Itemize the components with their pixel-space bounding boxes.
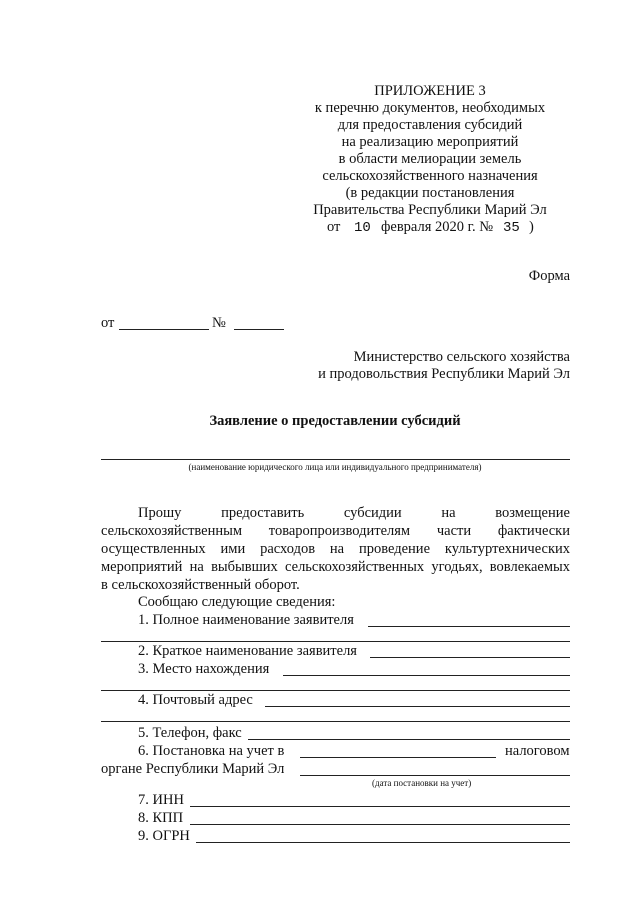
field-1-line-2[interactable] — [101, 641, 570, 642]
field-2-line[interactable] — [370, 657, 570, 658]
field-4-line[interactable] — [265, 706, 570, 707]
field-7-label: 7. ИНН — [138, 792, 184, 808]
field-3-line[interactable] — [283, 675, 570, 676]
field-6-label-2: органе Республики Марий Эл — [101, 761, 285, 777]
request-word: субсидии — [343, 505, 402, 521]
field-6-date-line[interactable] — [300, 775, 570, 776]
appendix-date-day: 10 — [354, 220, 371, 236]
request-line-3: осуществленных ими расходов на проведение культуртехнических — [101, 541, 570, 557]
appendix-line-4: в области мелиорации земель — [338, 151, 522, 167]
field-3-label: 3. Место нахождения — [138, 661, 270, 677]
field-5-label: 5. Телефон, факс — [138, 725, 242, 741]
addressee-line-2: и продовольствия Республики Марий Эл — [318, 366, 570, 382]
request-word: части — [436, 523, 472, 539]
field-9-line[interactable] — [196, 842, 570, 843]
field-5-line[interactable] — [248, 739, 570, 740]
appendix-date-prefix: от — [327, 219, 341, 235]
appendix-line-7: Правительства Республики Марий Эл — [313, 202, 547, 218]
appendix-title: ПРИЛОЖЕНИЕ 3 — [374, 83, 486, 99]
field-6-line[interactable] — [300, 757, 496, 758]
field-6-label: 6. Постановка на учет в — [138, 743, 285, 759]
ref-date-line — [119, 329, 209, 330]
document-heading: Заявление о предоставлении субсидий — [209, 413, 461, 429]
form-label: Форма — [528, 268, 570, 284]
ref-from: от — [101, 315, 115, 331]
info-intro: Сообщаю следующие сведения: — [138, 594, 336, 610]
addressee-line-1: Министерство сельского хозяйства — [353, 349, 570, 365]
field-8-label: 8. КПП — [138, 810, 184, 826]
request-line-5: в сельскохозяйственный оборот. — [101, 577, 300, 593]
applicant-caption: (наименование юридического лица или индивидуального предпринимателя) — [188, 462, 482, 472]
appendix-date-number: 35 — [503, 220, 520, 236]
field-8-line[interactable] — [190, 824, 570, 825]
applicant-name-line — [101, 459, 570, 460]
field-4-label: 4. Почтовый адрес — [138, 692, 253, 708]
request-word: товаропроизводителям — [268, 523, 411, 539]
field-6-label-tail: налоговом — [505, 743, 570, 759]
request-line-2 — [101, 523, 570, 540]
request-word: сельскохозяйственным — [101, 523, 243, 539]
ref-number-sign: № — [212, 315, 226, 331]
request-word: фактически — [497, 523, 570, 539]
request-word: на — [441, 505, 456, 521]
field-1-label: 1. Полное наименование заявителя — [138, 612, 354, 628]
ref-number-line — [234, 329, 284, 330]
request-word: Прошу — [138, 505, 182, 521]
appendix-line-2: для предоставления субсидий — [337, 117, 523, 133]
appendix-line-6: (в редакции постановления — [345, 185, 515, 201]
appendix-date-rest: февраля 2020 г. № — [381, 219, 494, 235]
field-9-label: 9. ОГРН — [138, 828, 190, 844]
field-7-line[interactable] — [190, 806, 570, 807]
appendix-line-3: на реализацию мероприятий — [341, 134, 519, 150]
request-line-1 — [101, 505, 570, 522]
request-word: предоставить — [221, 505, 305, 521]
field-1-line[interactable] — [368, 626, 570, 627]
field-6-caption: (дата постановки на учет) — [372, 778, 472, 788]
appendix-date-close: ) — [529, 219, 534, 235]
field-3-line-2[interactable] — [101, 690, 570, 691]
field-2-label: 2. Краткое наименование заявителя — [138, 643, 357, 659]
request-line-4: мероприятий на выбывших сельскохозяйственных угодьях, вовлекаемых — [101, 559, 570, 575]
appendix-line-1: к перечню документов, необходимых — [314, 100, 546, 116]
request-word: возмещение — [495, 505, 570, 521]
appendix-line-5: сельскохозяйственного назначения — [322, 168, 538, 184]
field-4-line-2[interactable] — [101, 721, 570, 722]
